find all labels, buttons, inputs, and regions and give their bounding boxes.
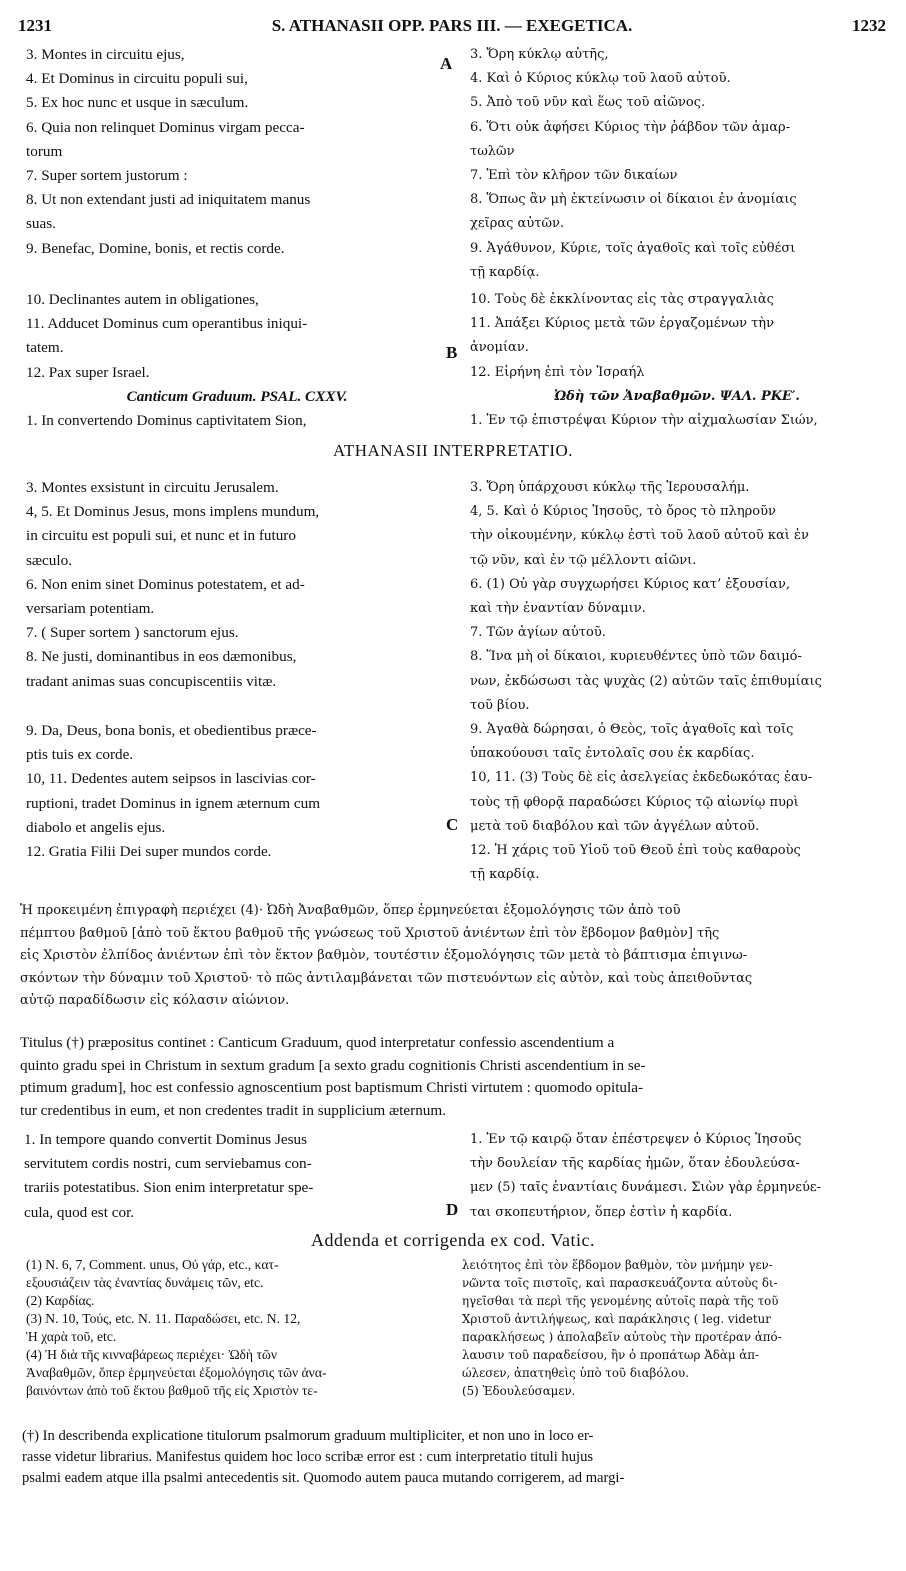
text-line: 7. Τῶν ἁγίων αὐτοῦ. <box>470 625 606 641</box>
text-line: ται σκοπευτήριον, ὅπερ ἐστὶν ἡ καρδία. <box>470 1204 733 1220</box>
text-line: μεν (5) ταῖς ἐναντίαις δυνάμεσι. Σιὼν γὰρ ἑρμηνεύε- <box>470 1180 821 1196</box>
text-line: versariam potentiam. <box>26 600 155 618</box>
text-line: tur credentibus in eum, et non credentes tradit in supplicium æternum. <box>20 1101 446 1119</box>
text-line: τὴν οἰκουμένην, κύκλῳ ἐστὶ τοῦ λαοῦ αὐτοῦ καὶ ἐν <box>470 528 809 544</box>
text-line: in circuitu est populi sui, et nunc et in futuro <box>26 527 296 545</box>
text-line: (†) In describenda explicatione titulorum psalmorum graduum multipliciter, et non uno in loco er- <box>22 1428 594 1444</box>
latin-interpretation-column <box>26 476 448 694</box>
text-line: 10, 11. (3) Τοὺς δὲ εἰς ἀσελγείας ἐκδεδωκότας ἑαυ- <box>470 770 813 786</box>
text-line: (5) Ἐδουλεύσαμεν. <box>462 1384 576 1398</box>
text-line: ptimum gradum], hoc est confessio agnoscentium post baptismum Christi virtutem : quomodo opitula- <box>20 1079 644 1097</box>
text-line: 11. Ἀπάξει Κύριος μετὰ τῶν ἐργαζομένων τὴν <box>470 316 774 332</box>
text-line: tradant animas suas concupiscentiis vitæ. <box>26 672 277 690</box>
text-line: καὶ τὴν ἐναντίαν δύναμιν. <box>470 601 646 617</box>
text-line: 1. In convertendo Dominus captivitatem Sion, <box>26 412 307 430</box>
text-line: (3) N. 10, Τούς, etc. N. 11. Παραδώσει, etc. N. 12, <box>26 1311 301 1326</box>
text-line: diabolo et angelis ejus. <box>26 818 166 836</box>
text-line: ηγεῖσθαι τὰ περὶ τῆς γενομένης αὐτοῖς παρὰ τῆς τοῦ <box>462 1294 779 1308</box>
text-line: τοὺς τῇ φθορᾷ παραδώσει Κύριος τῷ αἰωνίῳ πυρὶ <box>470 794 799 810</box>
margin-marker-c: C <box>446 815 459 834</box>
text-line: cula, quod est cor. <box>24 1203 135 1221</box>
text-line: 9. Da, Deus, bona bonis, et obedientibus præce- <box>26 722 317 739</box>
running-title: S. ATHANASII OPP. PARS III. — EXEGETICA. <box>271 16 633 35</box>
text-line: τῷ νῦν, καὶ ἐν τῷ μέλλοντι αἰῶνι. <box>470 552 697 568</box>
text-line: ώλεσεν, ἀπατηθεὶς ὑπὸ τοῦ διαβόλου. <box>462 1366 689 1380</box>
text-line: 4, 5. Et Dominus Jesus, mons implens mundum, <box>26 503 320 521</box>
addenda-notes-left <box>26 1256 444 1400</box>
latin-interpretation-column-continued <box>26 719 448 864</box>
margin-marker-a: A <box>440 54 453 73</box>
margin-marker-d: D <box>446 1200 459 1219</box>
text-line: 3. Ὄρη ὑπάρχουσι κύκλῳ τῆς Ἱερουσαλήμ. <box>470 480 750 495</box>
text-line: λειότητος ἐπὶ τὸν ἕβδομον βαθμὸν, τὸν μνήμην γεν- <box>462 1258 773 1272</box>
text-line: (4) Ἡ διὰ τῆς κινναβάρεως περιέχει· Ὠδὴ τῶν <box>26 1347 277 1362</box>
text-line: 9. Benefac, Domine, bonis, et rectis corde. <box>26 239 285 257</box>
text-line: 7. Super sortem justorum : <box>26 167 188 185</box>
text-line: suas. <box>26 215 56 233</box>
text-line: 4, 5. Καὶ ὁ Κύριος Ἰησοῦς, τὸ ὄρος τὸ πληροῦν <box>470 504 776 520</box>
text-line: tatem. <box>26 339 64 357</box>
text-line: 8. Ὅπως ἂν μὴ ἐκτείνωσιν οἱ δίκαιοι ἐν ἀνομίαις <box>470 192 797 208</box>
text-line: τοῦ βίου. <box>470 697 530 713</box>
text-line: Canticum Graduum. PSAL. CXXV. <box>126 387 348 405</box>
text-line: 8. Ne justi, dominantibus in eos dæmonibus, <box>26 648 297 666</box>
text-line: torum <box>26 142 63 160</box>
greek-interpretation-column <box>470 476 884 887</box>
text-line: 8. Ut non extendant justi ad iniquitatem manus <box>26 191 311 209</box>
text-line: servitutem cordis nostri, cum serviebamus con- <box>24 1155 312 1173</box>
text-line: 1. Ἐν τῷ ἐπιστρέψαι Κύριον τὴν αἰχμαλωσίαν Σιών, <box>470 413 818 429</box>
latin-title-commentary <box>20 1032 886 1122</box>
addenda-title: Addenda et corrigenda ex cod. Vatic. <box>310 1230 596 1250</box>
text-line: τῇ καρδίᾳ. <box>470 867 540 883</box>
latin-psalm-column <box>26 43 448 261</box>
text-line: 6. Ὅτι οὐκ ἀφήσει Κύριος τὴν ῥάβδον τῶν ἁμαρ- <box>470 119 791 135</box>
text-line: 1. In tempore quando convertit Dominus Jesus <box>24 1131 308 1148</box>
text-line: εἰς Χριστὸν ἐλπίδος ἀνιέντων ἐπὶ τὸν ἕκτον βαθμὸν, τουτέστιν ἐξομολόγησις τῶν μετὰ τὸ βάπτισμα ἐπιγινω- <box>20 948 748 963</box>
text-line: 4. Καὶ ὁ Κύριος κύκλῳ τοῦ λαοῦ αὐτοῦ. <box>470 71 731 87</box>
text-line: τωλῶν <box>470 143 515 159</box>
text-line: ruptioni, tradet Dominus in ignem æternum cum <box>26 794 321 812</box>
text-line: σκόντων τὴν δύναμιν τοῦ Χριστοῦ· τὸ πῶς ἀντιλαμβάνεται τῶν πιστευόντων εἰς αὐτὸν, καὶ τοὺς ἀπειθοῦντας <box>20 970 753 986</box>
text-line: 6. (1) Οὐ γὰρ συγχωρήσει Κύριος κατ’ ἐξουσίαν, <box>470 576 790 592</box>
latin-psalm-column-continued <box>26 288 448 433</box>
text-line: 11. Adducet Dominus cum operantibus iniqui- <box>26 315 308 333</box>
text-line: μετὰ τοῦ διαβόλου καὶ τῶν ἀγγέλων αὐτοῦ. <box>470 818 760 834</box>
text-line: (2) Καρδίας. <box>26 1293 95 1308</box>
text-line: trariis potestatibus. Sion enim interpretatur spe- <box>24 1179 314 1197</box>
text-line: 5. Ἀπὸ τοῦ νῦν καὶ ἕως τοῦ αἰῶνος. <box>470 95 706 111</box>
text-line: Ὠδὴ τῶν Ἀναβαθμῶν. ΨΑΛ. ΡΚΕ′. <box>554 388 800 404</box>
text-line: Χριστοῦ ἀντιλήψεως, καὶ παράκλησις ( leg. videtur <box>462 1312 771 1326</box>
page-number-right: 1232 <box>852 16 886 35</box>
text-line: 9. Ἀγάθυνον, Κύριε, τοῖς ἀγαθοῖς καὶ τοῖς εὐθέσι <box>470 240 796 256</box>
text-line: τὴν δουλείαν τῆς καρδίας ἡμῶν, ὅταν ἐδουλεύσα- <box>470 1156 800 1172</box>
text-line: 3. Ὄρη κύκλῳ αὐτῆς, <box>470 47 609 62</box>
text-line: χεῖρας αὐτῶν. <box>470 216 565 232</box>
addenda-notes-right <box>462 1256 886 1400</box>
text-line: 1. Ἐν τῷ καιρῷ ὅταν ἐπέστρεψεν ὁ Κύριος Ἰησοῦς <box>470 1132 802 1147</box>
text-line: sæculo. <box>26 551 72 569</box>
greek-psalm-column <box>470 43 884 285</box>
text-line: ὑπακούουσι ταῖς ἐντολαῖς σου ἐκ καρδίας. <box>470 746 755 762</box>
text-line: 12. Εἰρήνη ἐπὶ τὸν Ἰσραήλ <box>470 364 645 380</box>
text-line: 7. Ἐπὶ τὸν κλῆρον τῶν δικαίων <box>470 168 678 184</box>
text-line: psalmi eadem atque illa psalmi antecedentis sit. Quomodo autem pauca mutando corrigerem, ad margi- <box>22 1470 625 1486</box>
text-line: 4. Et Dominus in circuitu populi sui, <box>26 70 248 88</box>
text-line: 6. Quia non relinquet Dominus virgam pecca- <box>26 118 305 136</box>
text-line: 10. Declinantes autem in obligationes, <box>26 291 259 308</box>
running-header <box>18 16 886 40</box>
footnote <box>22 1426 886 1489</box>
text-line: quinto gradu spei in Christum in sextum gradum [a sexto gradu cognitionis Christi ascendentium in se- <box>20 1056 646 1074</box>
page-number-left: 1231 <box>18 16 52 35</box>
text-line: rasse videtur librarius. Manifestus quidem hoc loco scribæ error est : cum interpretatio tituli hujus <box>22 1449 594 1465</box>
text-line: 10. Τοὺς δὲ ἐκκλίνοντας εἰς τὰς στραγγαλιὰς <box>470 292 774 307</box>
text-line: ptis tuis ex corde. <box>26 746 134 764</box>
text-line: τῇ καρδίᾳ. <box>470 264 540 280</box>
text-line: Ἡ προκειμένη ἐπιγραφὴ περιέχει (4)· Ὠδὴ Ἀναβαθμῶν, ὅπερ ἑρμηνεύεται ἐξομολόγησις τῶν ἀπὸ τοῦ <box>20 903 681 918</box>
text-line: 3. Montes in circuitu ejus, <box>26 46 185 63</box>
margin-marker-b: B <box>446 343 458 362</box>
text-line: 9. Ἀγαθὰ δώρησαι, ὁ Θεὸς, τοῖς ἀγαθοῖς καὶ τοῖς <box>470 722 794 738</box>
text-line: 12. Pax super Israel. <box>26 363 150 381</box>
text-line: Ἀναβαθμῶν, ὅπερ ἑρμηνεύεται ἐξομολόγησις τῶν ἀνα- <box>26 1365 327 1380</box>
text-line: Titulus (†) præpositus continet : Canticum Graduum, quod interpretatur confessio ascendentium a <box>20 1034 615 1051</box>
text-line: αὐτῷ παραδίδωσιν εἰς κόλασιν αἰώνιον. <box>20 993 290 1008</box>
text-line: εξουσιάζειν τὰς ἐναντίας δυνάμεις τῶν, etc. <box>26 1275 264 1290</box>
text-line: 6. Non enim sinet Dominus potestatem, et ad- <box>26 575 305 593</box>
section-title-interpretatio: ATHANASII INTERPRETATIO. <box>332 441 574 460</box>
greek-verse-one <box>470 1128 884 1225</box>
text-line: 5. Ex hoc nunc et usque in sæculum. <box>26 94 249 112</box>
text-line: παρακλήσεως ) ἀπολαβεῖν αὐτοὺς τὴν προτέραν ἀπό- <box>462 1330 782 1344</box>
text-line: 12. Ἡ χάρις τοῦ Υἱοῦ τοῦ Θεοῦ ἐπὶ τοὺς καθαροὺς <box>470 843 801 859</box>
text-line: πέμπτου βαθμοῦ [ἀπὸ τοῦ ἕκτου βαθμοῦ τῆς γνώσεως τοῦ Χριστοῦ ἀνιέντων ἐπὶ τὸν ἕβδομον βαθμὸν] τῆς <box>20 925 720 941</box>
text-line: 7. ( Super sortem ) sanctorum ejus. <box>26 624 239 642</box>
greek-psalm-column-continued <box>470 288 884 433</box>
text-line: 12. Gratia Filii Dei super mundos corde. <box>26 843 272 861</box>
greek-title-commentary <box>20 900 886 1013</box>
text-line: νων, ἐκδώσωσι τὰς ψυχὰς (2) αὐτῶν ταῖς ἐπιθυμίαις <box>470 673 822 689</box>
text-line: λαυσιν τοῦ παραδείσου, ἣν ὁ προπάτωρ Ἀδὰμ ἀπ- <box>462 1348 759 1362</box>
text-line: (1) N. 6, 7, Comment. unus, Οὐ γάρ, etc., κατ- <box>26 1257 279 1272</box>
text-line: 3. Montes exsistunt in circuitu Jerusalem. <box>26 479 279 496</box>
text-line: νῶντα τοῖς πιστοῖς, καὶ παρασκευάζοντα αὐτοὺς δι- <box>462 1276 778 1290</box>
latin-verse-one <box>24 1128 446 1225</box>
text-line: βαινόντων ἀπὸ τοῦ ἕκτου βαθμοῦ τῆς εἰς Χριστὸν τε- <box>26 1383 318 1398</box>
text-line: 8. Ἵνα μὴ οἱ δίκαιοι, κυριευθέντες ὑπὸ τῶν δαιμό- <box>470 649 802 665</box>
text-line: ἀνομίαν. <box>470 340 529 356</box>
text-line: Ἡ χαρὰ τοῦ, etc. <box>26 1329 117 1344</box>
text-line: 10, 11. Dedentes autem seipsos in lascivias cor- <box>26 770 316 788</box>
